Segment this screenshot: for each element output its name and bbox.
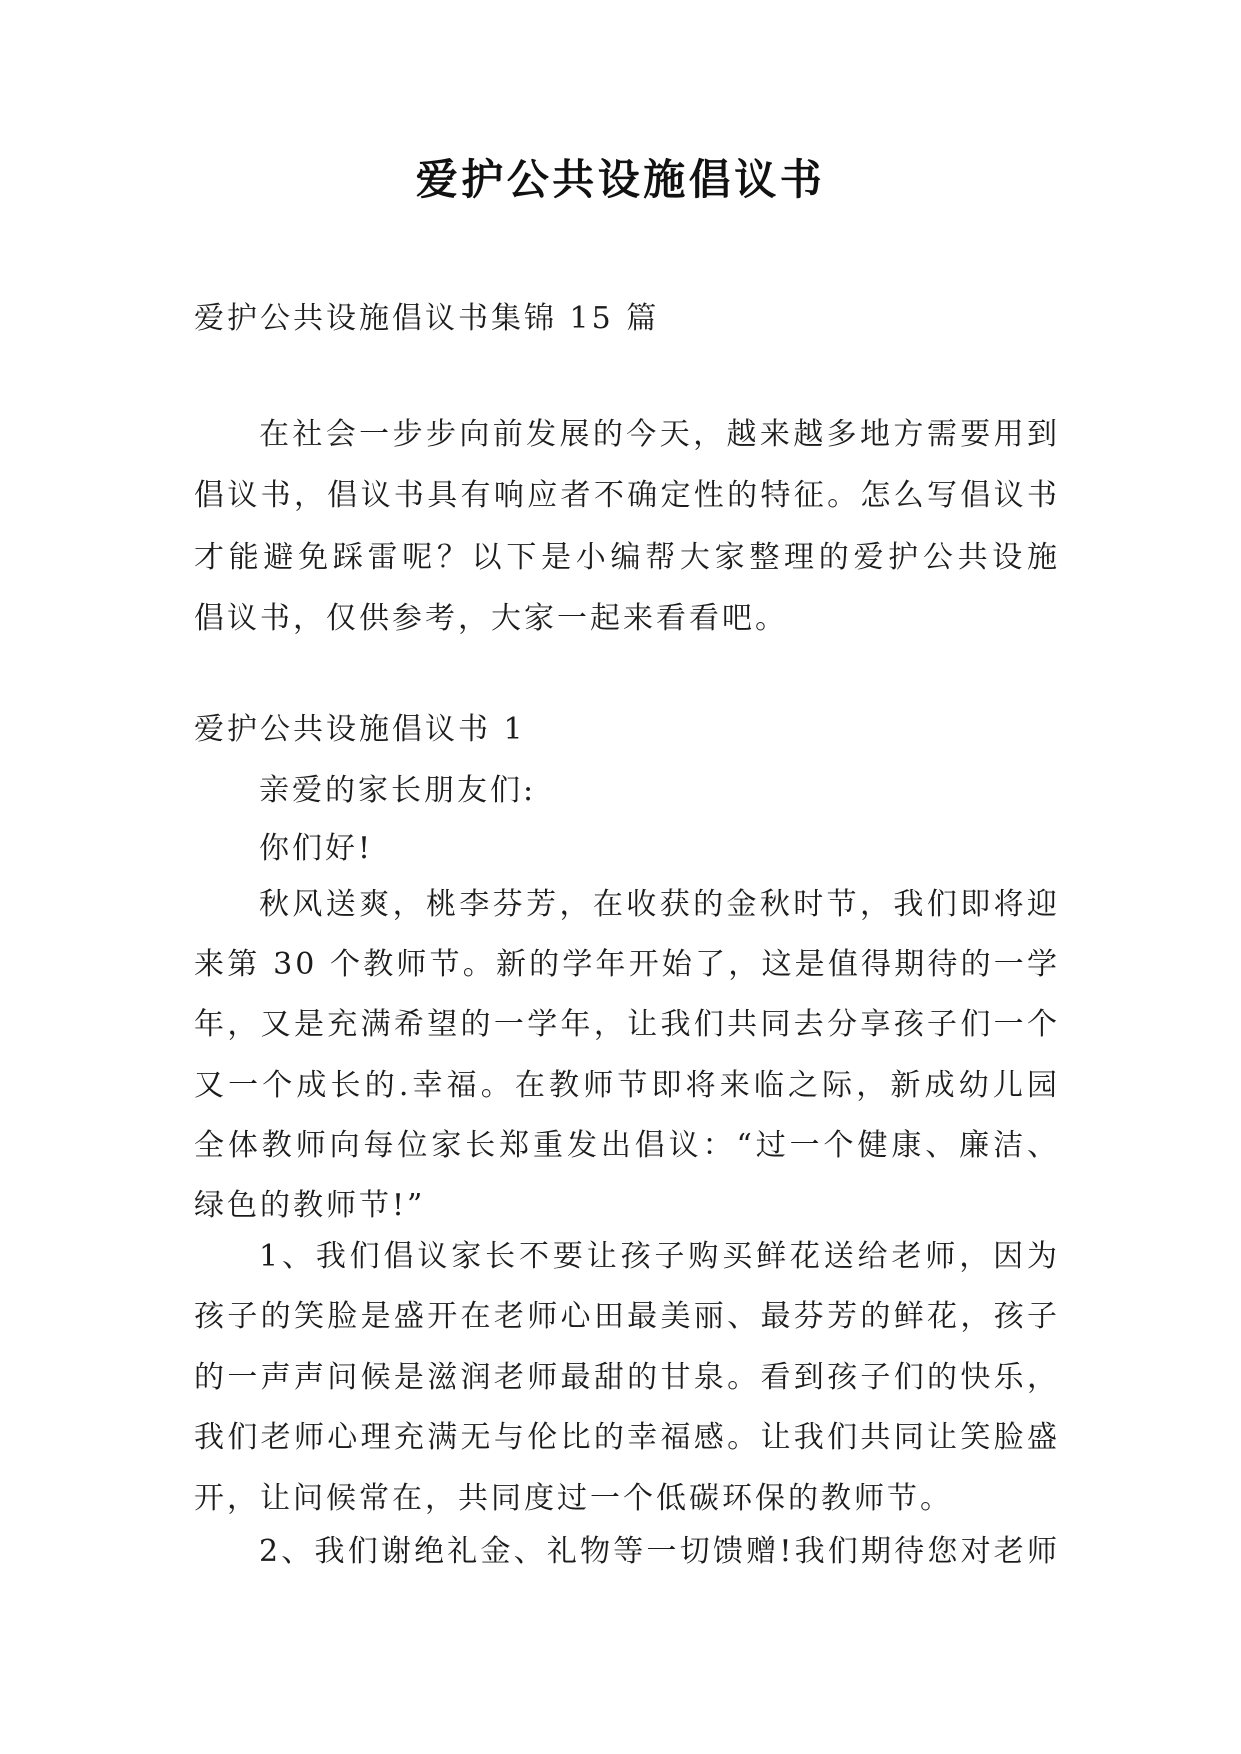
- section-heading-text: 爱护公共设施倡议书 1: [194, 712, 526, 747]
- paragraph-line: 秋风送爽，桃李芬芳，在收获的金秋时节，我们即将迎: [259, 887, 1060, 922]
- document-subtitle: [194, 289, 1060, 349]
- section-heading: [194, 700, 1060, 760]
- list-item-2: [194, 1522, 1060, 1582]
- list-item-line: 开，让问候常在，共同度过一个低碳环保的教师节。: [194, 1480, 953, 1516]
- list-item-line: 的一声声问候是滋润老师最甜的甘泉。看到孩子们的快乐，: [194, 1359, 1060, 1395]
- list-item-line: 我们老师心理充满无与伦比的幸福感。让我们共同让笑脸盛: [194, 1420, 1060, 1456]
- intro-line: 倡议书，倡议书具有响应者不确定性的特征。怎么写倡议书: [194, 478, 1060, 514]
- paragraph-line: 又一个成长的.幸福。在教师节即将来临之际，新成幼儿园: [194, 1067, 1060, 1103]
- paragraph-line: 来第 30 个教师节。新的学年开始了，这是值得期待的一学: [194, 947, 1060, 983]
- list-item-line: 孩子的笑脸是盛开在老师心田最美丽、最芬芳的鲜花，孩子: [194, 1299, 1060, 1335]
- subtitle-line: 爱护公共设施倡议书集锦 15 篇: [194, 301, 660, 336]
- paragraph-line: 全体教师向每位家长郑重发出倡议：“过一个健康、廉洁、: [194, 1127, 1060, 1163]
- document-title: 爱护公共设施倡议书: [415, 155, 826, 204]
- greeting-text: 你们好!: [259, 831, 374, 866]
- intro-line: 才能避免踩雷呢？以下是小编帮大家整理的爱护公共设施: [194, 539, 1060, 575]
- intro-line: 倡议书，仅供参考，大家一起来看看吧。: [194, 600, 788, 636]
- greeting: [194, 819, 1060, 879]
- list-item-line: 2、我们谢绝礼金、礼物等一切馈赠!我们期待您对老师: [259, 1534, 1060, 1569]
- body-paragraph-1: [194, 875, 1060, 1236]
- salutation: [194, 761, 1060, 821]
- salutation-text: 亲爱的家长朋友们:: [259, 773, 537, 808]
- intro-paragraph: [194, 404, 1060, 649]
- list-item-1: [194, 1227, 1060, 1529]
- intro-line: 在社会一步步向前发展的今天，越来越多地方需要用到: [259, 417, 1060, 452]
- list-item-line: 1、我们倡议家长不要让孩子购买鲜花送给老师，因为: [259, 1239, 1060, 1274]
- paragraph-line: 年，又是充满希望的一学年，让我们共同去分享孩子们一个: [194, 1007, 1060, 1043]
- paragraph-line: 绿色的教师节!”: [194, 1188, 426, 1224]
